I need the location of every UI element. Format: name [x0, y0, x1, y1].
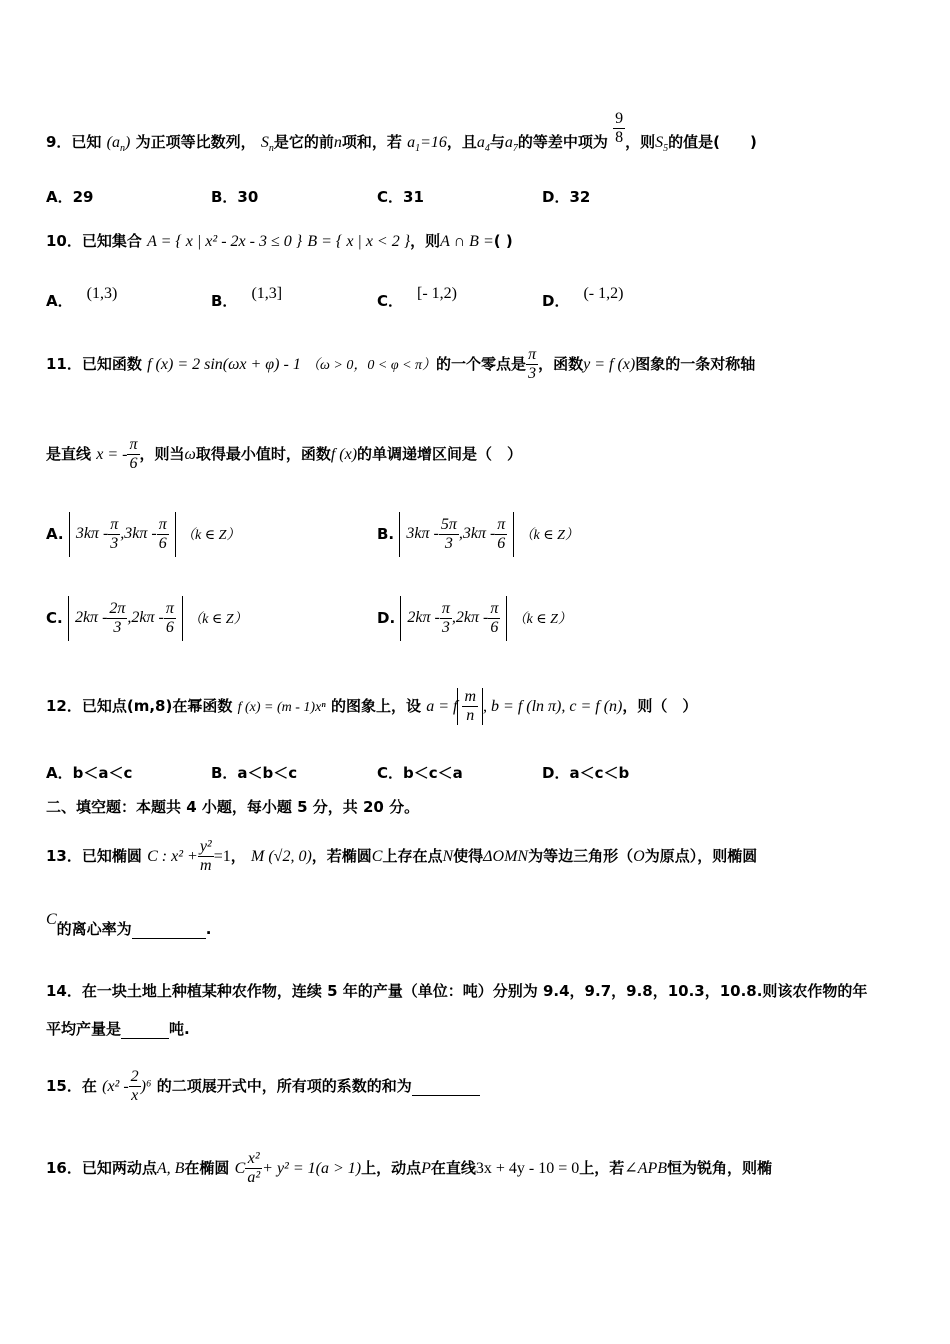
- q13-text-3: 上存在点: [382, 847, 443, 865]
- q9-option-a: A．29: [46, 188, 94, 206]
- q11-number: 11．已知函数: [46, 355, 142, 373]
- q9-a1: $a_1=16$: [407, 134, 447, 155]
- q16-text-1: 在椭圆: [184, 1159, 230, 1177]
- q13-text-1: ，: [230, 847, 246, 865]
- q9-a4: $a_4$: [476, 134, 490, 155]
- q13-o: O: [633, 848, 645, 865]
- q9-number: 9．已知: [46, 133, 102, 151]
- q9-text-8: 的值是( ): [668, 133, 757, 151]
- q16-text-3: 在直线: [430, 1159, 476, 1177]
- q16-rest: + y² = 1(a > 1): [262, 1160, 362, 1177]
- q16-text-2: 上，动点: [361, 1159, 422, 1177]
- q12-a: a = f: [426, 698, 458, 715]
- q12-text-1: 在幂函数: [172, 697, 233, 715]
- q13-text-2: ，若椭圆: [311, 847, 372, 865]
- q11-option-c-interval: 2kπ - $\frac{2\pi}{3}$ ,2kπ - $\frac{\pi}{6}$: [68, 596, 183, 641]
- q16-c: C: [234, 1160, 246, 1177]
- question-11-line-1: [46, 346, 904, 383]
- q10-option-a: A． (1,3): [46, 285, 118, 310]
- q15-answer-blank[interactable]: [412, 1077, 480, 1096]
- q11-condition: （ω > 0，0 < φ < π）: [306, 358, 437, 373]
- q10-option-c: C． [- 1,2): [377, 285, 457, 310]
- q11-option-b-interval: 3kπ - $\frac{5\pi}{3}$ ,3kπ - $\frac{\pi}{6}$: [399, 512, 514, 557]
- q9-fraction: $\frac{9}{8}$: [615, 110, 624, 146]
- q16-text-4: 上，若: [579, 1159, 625, 1177]
- q12-option-d: D．a＜c＜b: [542, 764, 630, 782]
- question-10: [46, 230, 904, 251]
- q13-n: N: [442, 848, 454, 865]
- question-15: [46, 1068, 904, 1105]
- q11-option-d-interval: 2kπ - $\frac{\pi}{3}$ ,2kπ - $\frac{\pi}{6}$: [400, 596, 507, 641]
- q9-s5: $S_5$: [655, 134, 669, 155]
- q9-n: n: [333, 134, 342, 151]
- q10-number: 10．已知集合: [46, 232, 142, 250]
- question-13-line-2: [46, 911, 904, 939]
- q11-option-a-interval: 3kπ - $\frac{\pi}{3}$ ,3kπ - $\frac{\pi}{6}$: [69, 512, 176, 557]
- q11-fx: f (x): [330, 446, 358, 463]
- q13-text-7: 的离心率为: [56, 920, 132, 938]
- q9-option-c: C．31: [377, 188, 424, 206]
- q10-text-2: ( ): [493, 232, 513, 250]
- q11-axis: x = -: [96, 446, 128, 463]
- q12-option-c: C．b＜c＜a: [377, 764, 463, 782]
- q10-set-b: B = { x | x < 2 }: [307, 233, 411, 250]
- q11-text-2: ，函数: [538, 355, 584, 373]
- q16-angle: ∠APB: [624, 1160, 668, 1177]
- q13-text-8: .: [205, 920, 212, 938]
- q11-text-5: ，则当: [139, 445, 185, 463]
- q9-text-4: ，且: [446, 133, 477, 151]
- question-13-line-1: [46, 838, 904, 875]
- q13-c: C: [371, 848, 383, 865]
- q13-text-6: 为原点），则椭圆: [644, 847, 758, 865]
- q13-point-m: M (√2, 0): [251, 848, 312, 865]
- q15-base: (x² -: [102, 1078, 129, 1095]
- q11-option-b: B. 3kπ - $\frac{5\pi}{3}$ ,3kπ - $\frac{\pi}{6}$ （k ∈ Z）: [377, 512, 579, 557]
- q11-zero-fraction: $\frac{\pi}{3}$: [528, 346, 537, 382]
- q12-option-b: B．a＜b＜c: [211, 764, 298, 782]
- q11-text-4: 是直线: [46, 445, 92, 463]
- q11-option-d: D. 2kπ - $\frac{\pi}{3}$ ,2kπ - $\frac{\pi}{6}$ （k ∈ Z）: [377, 596, 572, 641]
- q13-c2: C: [46, 911, 57, 928]
- q11-yfx: y = f (x): [583, 356, 636, 373]
- section-2-heading: 二、填空题：本题共 4 小题，每小题 5 分，共 20 分。: [46, 798, 420, 816]
- q10-expr: A ∩ B =: [440, 233, 494, 250]
- q11-option-d-kz: （k ∈ Z）: [512, 612, 572, 627]
- q15-fraction: $\frac{2}{x}$: [130, 1068, 139, 1104]
- q16-p: P: [421, 1160, 431, 1177]
- q9-option-b: B．30: [211, 188, 259, 206]
- q13-text-5: 为等边三角形（: [528, 847, 634, 865]
- q11-omega: ω: [184, 446, 196, 463]
- q16-fraction: $\frac{\text{x²}}{\text{a²}}$: [247, 1150, 261, 1186]
- q11-option-a: A. 3kπ - $\frac{\pi}{3}$ ,3kπ - $\frac{\pi}{6}$ （k ∈ Z）: [46, 512, 240, 557]
- q13-answer-blank[interactable]: [132, 920, 206, 939]
- q11-option-b-kz: （k ∈ Z）: [519, 528, 579, 543]
- q9-text-1: 为正项等比数列，: [135, 133, 256, 151]
- q9-sequence: $(a_n)$: [106, 134, 131, 155]
- q9-option-d: D．32: [542, 188, 591, 206]
- q13-fraction: $\frac{\text{y²}}{m}$: [199, 838, 212, 874]
- q15-text-1: 的二项展开式中，所有项的系数的和为: [156, 1077, 412, 1095]
- q10-option-b: B． (1,3]: [211, 285, 283, 310]
- q10-text-1: ，则: [410, 232, 441, 250]
- q11-text-7: 的单调递增区间是（ ）: [357, 445, 523, 463]
- q9-sn: $S_n$: [260, 134, 274, 155]
- q12-rest: , b = f (ln π), c = f (n): [483, 698, 623, 715]
- q16-text-5: 恒为锐角，则椭: [667, 1159, 773, 1177]
- q12-number: 12．已知点: [46, 697, 127, 715]
- question-12: [46, 688, 904, 725]
- q9-text-6: 的等差中项为: [517, 133, 608, 151]
- q11-text-6: 取得最小值时，函数: [195, 445, 331, 463]
- q12-option-a: A．b＜a＜c: [46, 764, 133, 782]
- q13-text-4: 使得: [453, 847, 484, 865]
- q11-text-3: 图象的一条对称轴: [635, 355, 756, 373]
- q11-option-a-kz: （k ∈ Z）: [181, 528, 241, 543]
- q12-mn-fraction: $\frac{m}{n}$: [457, 688, 483, 725]
- q16-line: 3x + 4y - 10 = 0: [475, 1160, 580, 1177]
- q9-text-7: ，则: [625, 133, 656, 151]
- q12-point: (m,8): [126, 697, 173, 715]
- q12-text-2: 的图象上，设: [330, 697, 421, 715]
- q9-text-3: 项和，若: [341, 133, 402, 151]
- question-16: [46, 1150, 904, 1187]
- q13-number: 13．已知椭圆: [46, 847, 142, 865]
- q11-function: f (x) = 2 sin(ωx + φ) - 1: [147, 356, 301, 373]
- q13-triangle: ΔOMN: [483, 848, 529, 865]
- q9-a7: $a_7$: [504, 134, 518, 155]
- question-11-line-2: [46, 436, 904, 473]
- q14-text-a: 平均产量是: [46, 1020, 122, 1038]
- q14-text-b: 吨.: [169, 1020, 190, 1038]
- q14-answer-blank[interactable]: [121, 1020, 169, 1039]
- q11-text-1: 的一个零点是: [436, 355, 527, 373]
- q9-text-2: 是它的前: [273, 133, 334, 151]
- question-14-line-2: [46, 1018, 904, 1039]
- q11-option-c-kz: （k ∈ Z）: [188, 612, 248, 627]
- q12-text-3: ，则（ ）: [622, 697, 698, 715]
- q13-eq: =1: [213, 848, 231, 865]
- q16-ab: A, B: [156, 1160, 185, 1177]
- question-9: [46, 110, 904, 161]
- q16-number: 16．已知两动点: [46, 1159, 157, 1177]
- q11-axis-fraction: $\frac{\pi}{6}$: [129, 436, 138, 472]
- question-14-line-1: 14．在一块土地上种植某种农作物，连续 5 年的产量（单位：吨）分别为 9.4，9.7，9.8，10.3，10.8.则该农作物的年: [46, 982, 868, 1000]
- q9-text-5: 与: [489, 133, 505, 151]
- q15-power: )⁶: [140, 1078, 152, 1095]
- q13-ellipse: C : x² +: [147, 848, 198, 865]
- q12-function: f (x) = (m - 1)xⁿ: [237, 700, 326, 715]
- q15-number: 15．在: [46, 1077, 97, 1095]
- q10-option-d: D． (- 1,2): [542, 285, 624, 310]
- q11-option-c: C. 2kπ - $\frac{2\pi}{3}$ ,2kπ - $\frac{\pi}{6}$ （k ∈ Z）: [46, 596, 248, 641]
- q10-set-a: A = { x | x² - 2x - 3 ≤ 0 }: [147, 233, 303, 250]
